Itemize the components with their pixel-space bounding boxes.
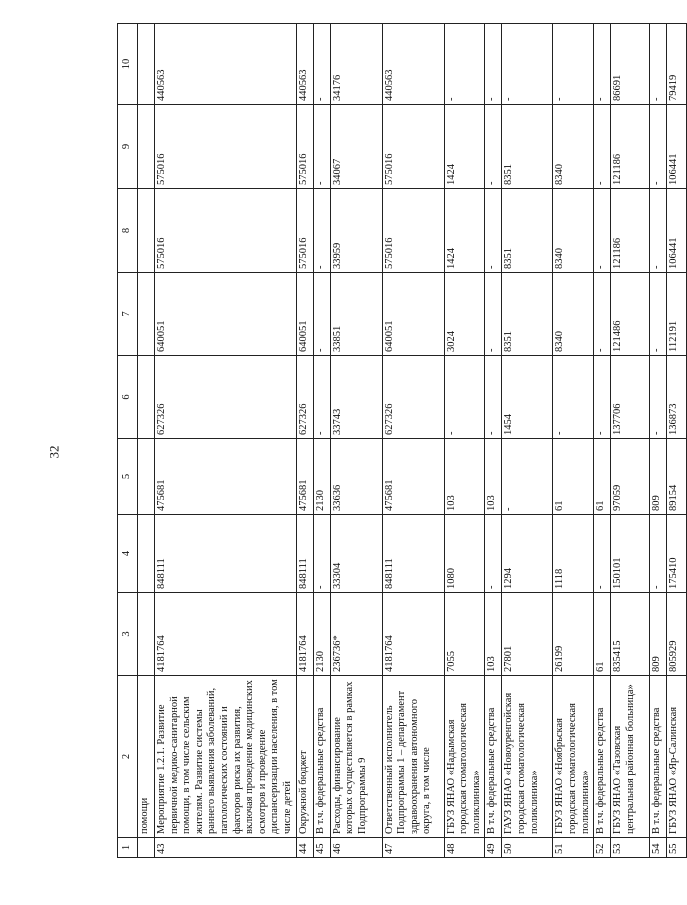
row-number-cell: 50 bbox=[502, 838, 553, 858]
table-row bbox=[330, 24, 382, 858]
value-cell: 4181764 bbox=[382, 593, 444, 676]
row-number-cell: 43 bbox=[155, 838, 297, 858]
value-cell: 33743 bbox=[330, 356, 382, 439]
value-cell: 236736* bbox=[330, 593, 382, 676]
table-row bbox=[444, 24, 485, 858]
row-number-cell: 54 bbox=[650, 838, 667, 858]
value-cell: 475681 bbox=[296, 439, 313, 515]
value-cell: 627326 bbox=[296, 356, 313, 439]
page-number: 32 bbox=[46, 445, 62, 459]
value-cell: - bbox=[313, 189, 330, 273]
value-cell: 575016 bbox=[382, 105, 444, 189]
value-cell: 97059 bbox=[611, 439, 650, 515]
row-number-cell: 47 bbox=[382, 838, 444, 858]
value-cell: 106441 bbox=[667, 189, 687, 273]
row-label-cell: ГБУЗ ЯНАО «Тазовская центральная районная больница» bbox=[611, 676, 650, 838]
value-cell: 8340 bbox=[553, 273, 594, 356]
table-row bbox=[382, 24, 444, 858]
table-row bbox=[313, 24, 330, 858]
row-label-cell: Ответственный исполнитель Подпрограммы 1 – департамент здравоохранения автономного округа, в том числе bbox=[382, 676, 444, 838]
value-cell: - bbox=[594, 24, 611, 105]
value-cell: 4181764 bbox=[296, 593, 313, 676]
table-body bbox=[118, 24, 687, 858]
value-cell: 121186 bbox=[611, 189, 650, 273]
value-cell: 121186 bbox=[611, 105, 650, 189]
row-label-cell: Расходы, финансирование которых осуществляется в рамках Подпрограммы 9 bbox=[330, 676, 382, 838]
value-cell: 805929 bbox=[667, 593, 687, 676]
row-label-cell: В т.ч. федеральные средства bbox=[650, 676, 667, 838]
header-cell: 9 bbox=[118, 105, 138, 189]
header-cell: 7 bbox=[118, 273, 138, 356]
value-cell: - bbox=[553, 356, 594, 439]
value-cell: - bbox=[485, 24, 502, 105]
value-cell bbox=[138, 24, 155, 105]
value-cell: - bbox=[313, 24, 330, 105]
value-cell: - bbox=[313, 105, 330, 189]
value-cell: - bbox=[313, 515, 330, 593]
row-label-cell: ГБУЗ ЯНАО «Надымская городская стоматологическая поликлиника» bbox=[444, 676, 485, 838]
value-cell: 809 bbox=[650, 593, 667, 676]
table-row bbox=[138, 24, 155, 858]
value-cell: 475681 bbox=[155, 439, 297, 515]
value-cell: - bbox=[502, 439, 553, 515]
value-cell: 440563 bbox=[296, 24, 313, 105]
value-cell: 33304 bbox=[330, 515, 382, 593]
value-cell: - bbox=[650, 356, 667, 439]
value-cell: 33959 bbox=[330, 189, 382, 273]
value-cell: 106441 bbox=[667, 105, 687, 189]
value-cell: 627326 bbox=[382, 356, 444, 439]
value-cell: - bbox=[594, 356, 611, 439]
value-cell: - bbox=[650, 24, 667, 105]
value-cell: 27801 bbox=[502, 593, 553, 676]
value-cell: - bbox=[444, 356, 485, 439]
row-number-cell: 51 bbox=[553, 838, 594, 858]
value-cell bbox=[138, 273, 155, 356]
value-cell: - bbox=[594, 105, 611, 189]
value-cell bbox=[138, 189, 155, 273]
header-cell: 10 bbox=[118, 24, 138, 105]
value-cell: - bbox=[650, 105, 667, 189]
value-cell: 848111 bbox=[382, 515, 444, 593]
budget-table bbox=[117, 23, 687, 858]
value-cell: - bbox=[313, 273, 330, 356]
value-cell bbox=[138, 593, 155, 676]
value-cell: 1454 bbox=[502, 356, 553, 439]
value-cell: 575016 bbox=[296, 189, 313, 273]
value-cell: 4181764 bbox=[155, 593, 297, 676]
value-cell: - bbox=[650, 189, 667, 273]
value-cell: 575016 bbox=[155, 105, 297, 189]
row-label-cell: ГАУЗ ЯНАО «Новоуренгойская городская стоматологическая поликлиника» bbox=[502, 676, 553, 838]
table-row bbox=[485, 24, 502, 858]
value-cell: 8351 bbox=[502, 273, 553, 356]
value-cell: 150101 bbox=[611, 515, 650, 593]
value-cell bbox=[138, 356, 155, 439]
row-number-cell: 55 bbox=[667, 838, 687, 858]
value-cell: 640051 bbox=[155, 273, 297, 356]
value-cell: 848111 bbox=[296, 515, 313, 593]
value-cell: 475681 bbox=[382, 439, 444, 515]
row-number-cell bbox=[138, 838, 155, 858]
value-cell: 8351 bbox=[502, 105, 553, 189]
row-number-cell: 48 bbox=[444, 838, 485, 858]
value-cell: - bbox=[485, 105, 502, 189]
table-row bbox=[667, 24, 687, 858]
value-cell: 627326 bbox=[155, 356, 297, 439]
value-cell: 89154 bbox=[667, 439, 687, 515]
value-cell: 575016 bbox=[296, 105, 313, 189]
header-cell: 2 bbox=[118, 676, 138, 838]
row-number-cell: 44 bbox=[296, 838, 313, 858]
value-cell: 1080 bbox=[444, 515, 485, 593]
value-cell: 61 bbox=[553, 439, 594, 515]
row-label-cell: ГБУЗ ЯНАО «Ноябрьская городская стоматологическая поликлиника» bbox=[553, 676, 594, 838]
value-cell: 848111 bbox=[155, 515, 297, 593]
value-cell: 1118 bbox=[553, 515, 594, 593]
value-cell: 175410 bbox=[667, 515, 687, 593]
value-cell: 137706 bbox=[611, 356, 650, 439]
value-cell: 8340 bbox=[553, 105, 594, 189]
row-number-cell: 53 bbox=[611, 838, 650, 858]
value-cell: 835415 bbox=[611, 593, 650, 676]
table-row bbox=[650, 24, 667, 858]
row-number-cell: 52 bbox=[594, 838, 611, 858]
value-cell: 640051 bbox=[382, 273, 444, 356]
value-cell: 103 bbox=[444, 439, 485, 515]
header-cell: 5 bbox=[118, 439, 138, 515]
value-cell bbox=[138, 105, 155, 189]
value-cell bbox=[138, 439, 155, 515]
value-cell: 575016 bbox=[155, 189, 297, 273]
table-row bbox=[296, 24, 313, 858]
value-cell: 640051 bbox=[296, 273, 313, 356]
value-cell: 33636 bbox=[330, 439, 382, 515]
value-cell: 1294 bbox=[502, 515, 553, 593]
header-cell: 6 bbox=[118, 356, 138, 439]
value-cell: 136873 bbox=[667, 356, 687, 439]
header-cell: 4 bbox=[118, 515, 138, 593]
table-row bbox=[611, 24, 650, 858]
value-cell: - bbox=[313, 356, 330, 439]
table-row bbox=[553, 24, 594, 858]
row-label-cell: ГБУЗ ЯНАО «Яр-Салинская bbox=[667, 676, 687, 838]
value-cell: 112191 bbox=[667, 273, 687, 356]
value-cell: - bbox=[594, 515, 611, 593]
value-cell: - bbox=[485, 189, 502, 273]
value-cell: 61 bbox=[594, 439, 611, 515]
value-cell: 121486 bbox=[611, 273, 650, 356]
row-label-cell: Окружной бюджет bbox=[296, 676, 313, 838]
value-cell: 8340 bbox=[553, 189, 594, 273]
header-row bbox=[118, 24, 138, 858]
value-cell: 61 bbox=[594, 593, 611, 676]
table-row bbox=[155, 24, 297, 858]
value-cell bbox=[138, 515, 155, 593]
row-label-cell: помощи bbox=[138, 676, 155, 838]
row-label-cell: В т.ч. федеральные средства bbox=[594, 676, 611, 838]
value-cell: 8351 bbox=[502, 189, 553, 273]
row-number-cell: 49 bbox=[485, 838, 502, 858]
value-cell: - bbox=[553, 24, 594, 105]
value-cell: 103 bbox=[485, 593, 502, 676]
value-cell: 34067 bbox=[330, 105, 382, 189]
value-cell: 440563 bbox=[382, 24, 444, 105]
value-cell: 2130 bbox=[313, 439, 330, 515]
value-cell: 1424 bbox=[444, 105, 485, 189]
rotated-table-container bbox=[117, 24, 680, 858]
value-cell: 7055 bbox=[444, 593, 485, 676]
value-cell: 440563 bbox=[155, 24, 297, 105]
value-cell: - bbox=[650, 273, 667, 356]
value-cell: - bbox=[444, 24, 485, 105]
value-cell: 86691 bbox=[611, 24, 650, 105]
value-cell: 575016 bbox=[382, 189, 444, 273]
value-cell: - bbox=[485, 515, 502, 593]
value-cell: 809 bbox=[650, 439, 667, 515]
value-cell: 2130 bbox=[313, 593, 330, 676]
header-cell: 3 bbox=[118, 593, 138, 676]
value-cell: 3024 bbox=[444, 273, 485, 356]
value-cell: 26199 bbox=[553, 593, 594, 676]
value-cell: - bbox=[650, 515, 667, 593]
table-row bbox=[502, 24, 553, 858]
header-cell: 1 bbox=[118, 838, 138, 858]
header-cell: 8 bbox=[118, 189, 138, 273]
value-cell: 34176 bbox=[330, 24, 382, 105]
row-label-cell: В т.ч. федеральные средства bbox=[485, 676, 502, 838]
row-number-cell: 46 bbox=[330, 838, 382, 858]
row-label-cell: В т.ч. федеральные средства bbox=[313, 676, 330, 838]
value-cell: - bbox=[594, 189, 611, 273]
value-cell: 1424 bbox=[444, 189, 485, 273]
table-row bbox=[594, 24, 611, 858]
row-number-cell: 45 bbox=[313, 838, 330, 858]
value-cell: - bbox=[502, 24, 553, 105]
value-cell: 103 bbox=[485, 439, 502, 515]
value-cell: - bbox=[594, 273, 611, 356]
value-cell: 33851 bbox=[330, 273, 382, 356]
value-cell: 79419 bbox=[667, 24, 687, 105]
row-label-cell: Мероприятие 1.2.1. Развитие первичной медико-санитарной помощи, в том числе сельским жителям. Развитие системы раннего выявления заболеваний, патологических состояний и факторов риска их развития, включая проведение медицинских осмотров и проведение диспансеризации населения, в том числе детей bbox=[155, 676, 297, 838]
value-cell: - bbox=[485, 356, 502, 439]
value-cell: - bbox=[485, 273, 502, 356]
